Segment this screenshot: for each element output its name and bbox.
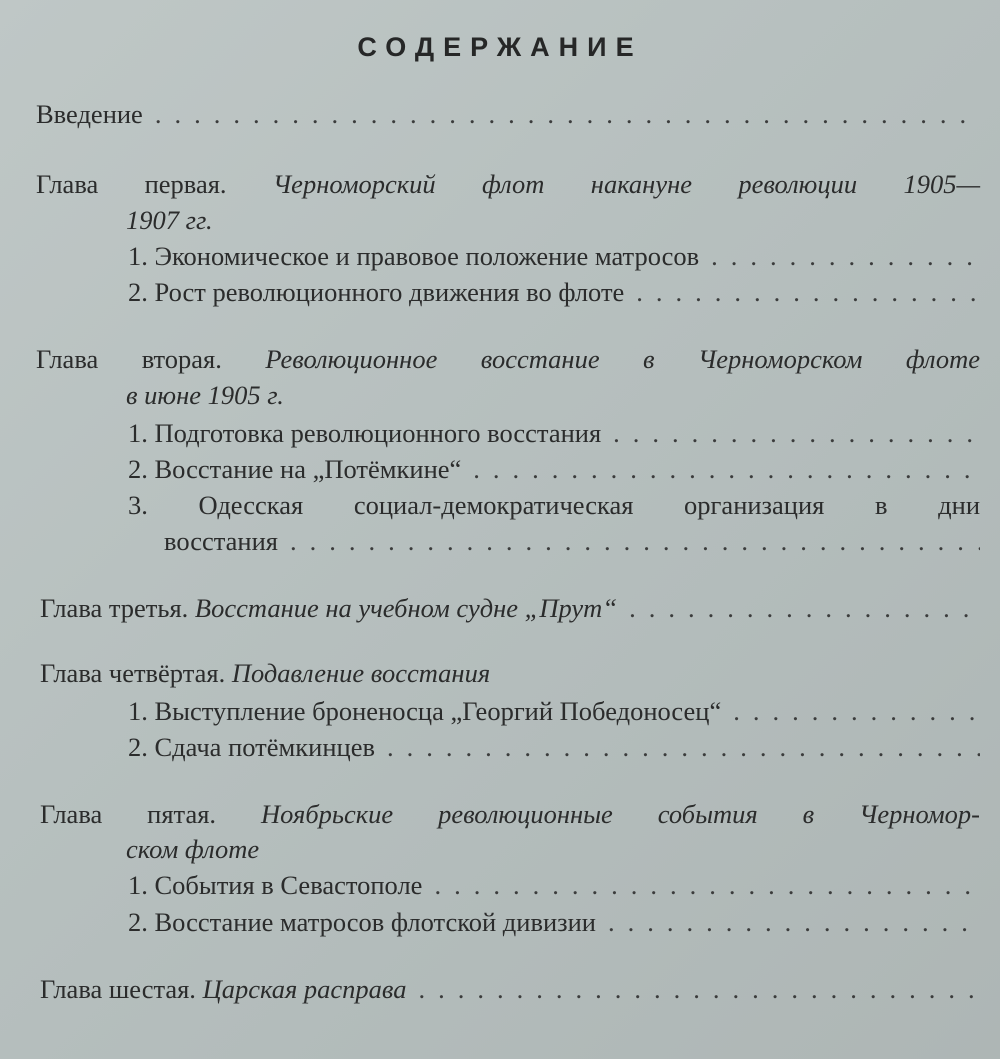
- toc-chapter-4-heading: [40, 657, 490, 689]
- section-text: 1. События в Севастополе: [128, 870, 423, 900]
- toc-section-2-3: [128, 489, 980, 521]
- leader-dots: [290, 525, 980, 557]
- leader-dots: [434, 869, 980, 901]
- section-text: 2. Рост революционного движения во флоте: [128, 277, 625, 307]
- toc-section-2-1: [128, 417, 980, 449]
- leader-dots: [155, 98, 980, 130]
- chapter-title: Царская расправа: [202, 974, 407, 1004]
- chapter-title-cont: 1907 гг.: [126, 205, 213, 235]
- section-text-cont: восстания: [164, 526, 278, 556]
- chapter-title-cont: в июне 1905 г.: [126, 380, 284, 410]
- leader-dots: [418, 973, 980, 1005]
- toc-chapter-1-heading: [36, 168, 980, 200]
- leader-dots: [733, 695, 980, 727]
- toc-chapter-2-heading-cont: [126, 379, 284, 411]
- toc-section-2-2: [128, 453, 980, 485]
- toc-section-2-3-cont: [164, 525, 980, 557]
- leader-dots: [608, 906, 980, 938]
- page-title: СОДЕРЖАНИЕ: [357, 32, 643, 62]
- chapter-label: Глава вторая.: [36, 344, 222, 374]
- toc-chapter-1-heading-cont: [126, 204, 213, 236]
- toc-chapter-5-heading: [40, 798, 980, 830]
- toc-section-5-2: [128, 906, 980, 938]
- toc-section-1-2: [128, 276, 980, 308]
- leader-dots: [387, 731, 980, 763]
- toc-chapter-6: [40, 973, 980, 1005]
- section-text: 3. Одесская социал-демократическая организация в дни: [128, 490, 980, 520]
- section-text: 1. Подготовка революционного восстания: [128, 418, 602, 448]
- toc-chapter-3: [40, 592, 980, 624]
- chapter-title: Ноябрьские революционные события в Черномор-: [260, 799, 980, 829]
- leader-dots: [473, 453, 980, 485]
- leader-dots: [636, 276, 980, 308]
- toc-section-5-1: [128, 869, 980, 901]
- section-text: 1. Выступление броненосца „Георгий Победоносец“: [128, 696, 722, 726]
- chapter-title-cont: ском флоте: [126, 834, 260, 864]
- chapter-title: Черноморский флот накануне революции 1905—: [272, 169, 981, 199]
- section-text: 2. Восстание матросов флотской дивизии: [128, 907, 596, 937]
- chapter-label: Глава пятая.: [40, 799, 217, 829]
- toc-chapter-2-heading: [36, 343, 980, 375]
- chapter-title: Подавление восстания: [231, 658, 491, 688]
- toc-section-4-2: [128, 731, 980, 763]
- toc-entry-intro: [36, 98, 980, 130]
- chapter-title: Восстание на учебном судне „Прут“: [194, 593, 618, 623]
- toc-chapter-5-heading-cont: [126, 833, 259, 865]
- chapter-title: Революционное восстание в Черноморском флоте: [265, 344, 980, 374]
- section-text: 1. Экономическое и правовое положение матросов: [128, 241, 700, 271]
- leader-dots: [613, 417, 980, 449]
- chapter-label: Глава третья.: [40, 593, 189, 623]
- section-text: 2. Сдача потёмкинцев: [128, 732, 375, 762]
- chapter-label: Глава четвёртая.: [40, 658, 226, 688]
- leader-dots: [711, 240, 980, 272]
- section-text: 2. Восстание на „Потёмкине“: [128, 454, 462, 484]
- toc-section-4-1: [128, 695, 980, 727]
- leader-dots: [629, 592, 980, 624]
- chapter-label: Глава первая.: [36, 169, 227, 199]
- toc-section-1-1: [128, 240, 980, 272]
- entry-text: Введение: [36, 99, 143, 129]
- chapter-label: Глава шестая.: [40, 974, 196, 1004]
